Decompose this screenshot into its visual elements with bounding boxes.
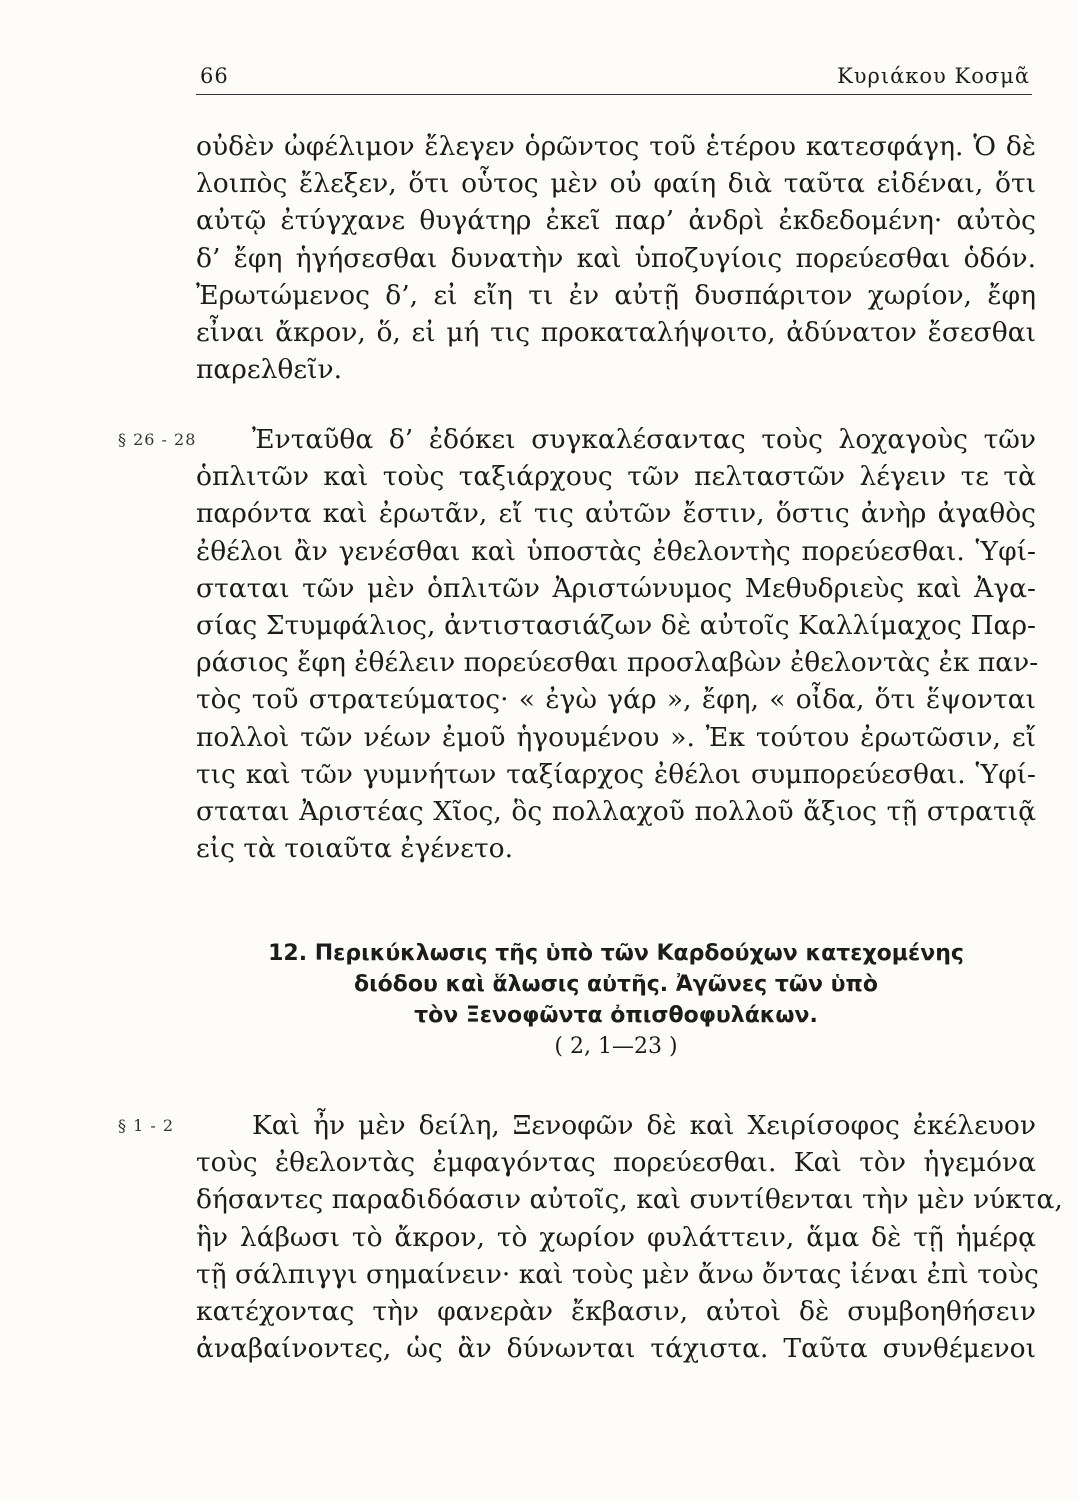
- text-line: εἶναι ἄκρον, ὅ, εἰ μή τις προκαταλήψοιτο, ἀδύνατον ἔσεσθαι: [196, 316, 1036, 348]
- text-line: ὁπλιτῶν καὶ τοὺς ταξιάρχους τῶν πελταστῶν λέγειν τε τὰ: [196, 461, 1036, 493]
- section-title-line: τὸν Ξενοφῶντα ὀπισθοφυλάκων.: [414, 1003, 818, 1028]
- text-line: ἣν λάβωσι τὸ ἄκρον, τὸ χωρίον φυλάττειν, ἅμα δὲ τῇ ἡμέρᾳ: [196, 1221, 1036, 1253]
- text-line: τοὺς ἐθελοντὰς ἐμφαγόντας πορεύεσθαι. Καὶ τὸν ἡγεμόνα: [196, 1147, 1036, 1179]
- text-line: Ἐρωτώμενος δ’, εἰ εἴη τι ἐν αὐτῇ δυσπάριτον χωρίον, ἔφη: [196, 279, 1036, 311]
- text-line: Ἐνταῦθα δ’ ἐδόκει συγκαλέσαντας τοὺς λοχαγοὺς τῶν: [252, 424, 1036, 455]
- paragraph-1: [196, 128, 1036, 388]
- margin-section-ref: § 1 - 2: [118, 1116, 175, 1135]
- text-line: ἀναβαίνοντες, ὡς ἂν δύνωνται τάχιστα. Ταῦτα συνθέμενοι: [196, 1333, 1036, 1365]
- text-line: παρόντα καὶ ἐρωτᾶν, εἴ τις αὐτῶν ἔστιν, ὅστις ἀνὴρ ἀγαθὸς: [196, 498, 1036, 530]
- running-title: Κυριάκου Κοσμᾶ: [837, 64, 1030, 88]
- text-line: τὸς τοῦ στρατεύματος· « ἐγὼ γάρ », ἔφη, « οἶδα, ὅτι ἕψονται: [196, 684, 1036, 716]
- text-line: δ’ ἔφη ἡγήσεσθαι δυνατὴν καὶ ὑποζυγίοις πορεύεσθαι ὁδόν.: [196, 242, 1036, 274]
- text-line: δήσαντες παραδιδόασιν αὐτοῖς, καὶ συντίθενται τὴν μὲν νύκτα,: [196, 1184, 1063, 1216]
- text-line: ἐθέλοι ἂν γενέσθαι καὶ ὑποστὰς ἐθελοντὴς πορεύεσθαι. Ὑφί-: [196, 535, 1036, 567]
- text-line: ράσιος ἔφη ἐθέλειν πορεύεσθαι προσλαβὼν ἐθελοντὰς ἐκ παν-: [196, 647, 1039, 679]
- text-line: εἰς τὰ τοιαῦτα ἐγένετο.: [196, 833, 514, 865]
- text-line: σταται Ἀριστέας Χῖος, ὃς πολλαχοῦ πολλοῦ ἄξιος τῇ στρατιᾷ: [196, 795, 1036, 827]
- text-line: σταται τῶν μὲν ὁπλιτῶν Ἀριστώνυμος Μεθυδριεὺς καὶ Ἀγα-: [196, 572, 1036, 604]
- text-line: Καὶ ἦν μὲν δείλη, Ξενοφῶν δὲ καὶ Χειρίσοφος ἐκέλευον: [252, 1110, 1036, 1141]
- text-line: αὐτῷ ἐτύγχανε θυγάτηρ ἐκεῖ παρ’ ἀνδρὶ ἐκδεδομένη· αὐτὸς: [196, 205, 1036, 237]
- page-header: [196, 58, 1032, 95]
- section-title-line: 12. Περικύκλωσις τῆς ὑπὸ τῶν Καρδούχων κατεχομένης: [268, 941, 964, 966]
- section-heading: [196, 938, 1036, 1063]
- text-line: παρελθεῖν.: [196, 354, 343, 386]
- margin-section-ref: § 26 - 28: [118, 430, 197, 449]
- paragraph-3: [196, 1107, 1063, 1367]
- text-line: τῇ σάλπιγγι σημαίνειν· καὶ τοὺς μὲν ἄνω ὄντας ἰέναι ἐπὶ τοὺς: [196, 1258, 1039, 1290]
- text-line: σίας Στυμφάλιος, ἀντιστασιάζων δὲ αὐτοῖς Καλλίμαχος Παρ-: [196, 609, 1036, 641]
- text-line: κατέχοντας τὴν φανερὰν ἔκβασιν, αὐτοὶ δὲ συμβοηθήσειν: [196, 1295, 1036, 1327]
- section-title-line: διόδου καὶ ἅλωσις αὐτῆς. Ἀγῶνες τῶν ὑπὸ: [353, 972, 879, 997]
- page-number: 66: [200, 64, 229, 88]
- text-line: λοιπὸς ἔλεξεν, ὅτι οὗτος μὲν οὐ φαίη διὰ ταῦτα εἰδέναι, ὅτι: [196, 168, 1036, 200]
- text-line: οὐδὲν ὠφέλιμον ἔλεγεν ὁρῶντος τοῦ ἑτέρου κατεσφάγη. Ὁ δὲ: [196, 131, 1036, 162]
- text-line: πολλοὶ τῶν νέων ἐμοῦ ἡγουμένου ». Ἐκ τούτου ἐρωτῶσιν, εἴ: [196, 721, 1036, 753]
- paragraph-2: [196, 421, 1039, 867]
- section-reference: ( 2, 1—23 ): [554, 1034, 678, 1059]
- text-line: τις καὶ τῶν γυμνήτων ταξίαρχος ἐθέλοι συμπορεύεσθαι. Ὑφί-: [196, 758, 1036, 790]
